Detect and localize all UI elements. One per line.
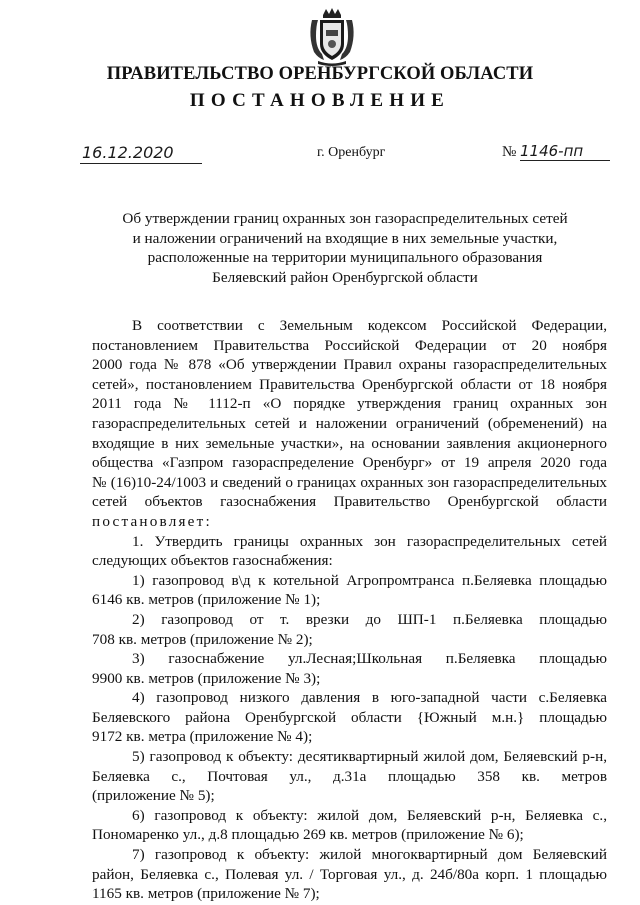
- coat-of-arms-icon: [306, 6, 358, 66]
- body-line-resolves: постановляет:: [92, 512, 212, 530]
- body-line: № (16)10-24/1003 и сведений о границах охранных зон газораспределительных: [92, 473, 607, 491]
- list-item-6: 6) газопровод к объекту: жилой дом, Беляевский р-н, Беляевка с.,: [132, 806, 607, 824]
- list-item-4-cont: 9172 кв. метра (приложение № 4);: [92, 728, 313, 746]
- list-item-4-cont: Беляевского района Оренбургской области {Южный м.н.} площадью: [92, 708, 607, 726]
- list-item-4: 4) газопровод низкого давления в юго-западной части с.Беляевка: [132, 689, 607, 707]
- list-item-7: 7) газопровод к объекту: жилой многоквартирный дом Беляевский: [132, 846, 607, 864]
- list-item-7-cont: 1165 кв. метров (приложение № 7);: [92, 885, 320, 903]
- list-item-2: 2) газопровод от т. врезки до ШП-1 п.Беляевка площадью: [132, 610, 607, 628]
- list-item-2-cont: 708 кв. метров (приложение № 2);: [92, 630, 313, 648]
- list-item-7-cont: район, Беляевка с., Полевая ул. / Торговая ул., д. 24б/80а корп. 1 площадью: [92, 865, 607, 883]
- list-item-6-cont: Пономаренко ул., д.8 площадью 269 кв. метров (приложение № 6);: [92, 826, 524, 844]
- body-line: газораспределительных сетей и наложении ограничений (обременений) на: [92, 414, 607, 432]
- list-item-1: 1) газопровод в\д к котельной Агропромтранса п.Беляевка площадью: [132, 571, 607, 589]
- list-item-1-cont: 6146 кв. метров (приложение № 1);: [92, 591, 321, 609]
- body-line: 1. Утвердить границы охранных зон газораспределительных сетей: [132, 532, 607, 550]
- title-line: и наложении ограничений на входящие в них земельные участки,: [132, 229, 558, 247]
- number-underline: [520, 160, 610, 161]
- list-item-3-cont: 9900 кв. метров (приложение № 3);: [92, 669, 321, 687]
- document-type: ПОСТАНОВЛЕНИЕ: [189, 90, 451, 111]
- organization-name: ПРАВИТЕЛЬСТВО ОРЕНБУРГСКОЙ ОБЛАСТИ: [106, 64, 534, 84]
- list-item-5-cont: (приложение № 5);: [92, 787, 215, 805]
- list-item-5: 5) газопровод к объекту: десятиквартирный жилой дом, Беляевский р-н,: [132, 748, 607, 766]
- body-line: следующих объектов газоснабжения:: [92, 552, 333, 570]
- document-title: [80, 209, 610, 287]
- body-line: В соответствии с Земельным кодексом Российской Федерации,: [132, 317, 607, 334]
- number-label: №: [502, 144, 517, 160]
- body-line: постановлением Правительства Российской Федерации от 20 ноября: [92, 336, 607, 354]
- document-city: г. Оренбург: [317, 145, 386, 160]
- body-line: общества «Газпром газораспределение Оренбург» от 19 апреля 2020 года: [92, 454, 607, 472]
- title-line: Об утверждении границ охранных зон газораспределительных сетей: [122, 210, 568, 227]
- body-line: входящие в них земельные участки», на основании заявления акционерного: [92, 434, 607, 452]
- document-body: [92, 316, 607, 904]
- body-line: сетей», постановлением Правительства Оренбургской области от 18 ноября: [92, 375, 607, 393]
- body-line: 2011 года № 1112-п «О порядке утверждения границ охранных зон: [92, 395, 607, 413]
- document-number: 1146-пп: [520, 142, 584, 160]
- list-item-3: 3) газоснабжение ул.Лесная;Школьная п.Беляевка площадью: [132, 650, 607, 668]
- date-underline: [80, 163, 202, 164]
- document-date: 16.12.2020: [82, 143, 174, 162]
- body-line: сетей объектов газоснабжения Правительство Оренбургской области: [92, 493, 607, 511]
- list-item-5-cont: Беляевка с., Почтовая ул., д.31а площадью 358 кв. метров: [92, 767, 607, 785]
- body-line: 2000 года № 878 «Об утверждении Правил охраны газораспределительных: [92, 356, 607, 374]
- title-line: Беляевский район Оренбургской области: [212, 268, 478, 286]
- title-line: расположенные на территории муниципального образования: [147, 249, 543, 266]
